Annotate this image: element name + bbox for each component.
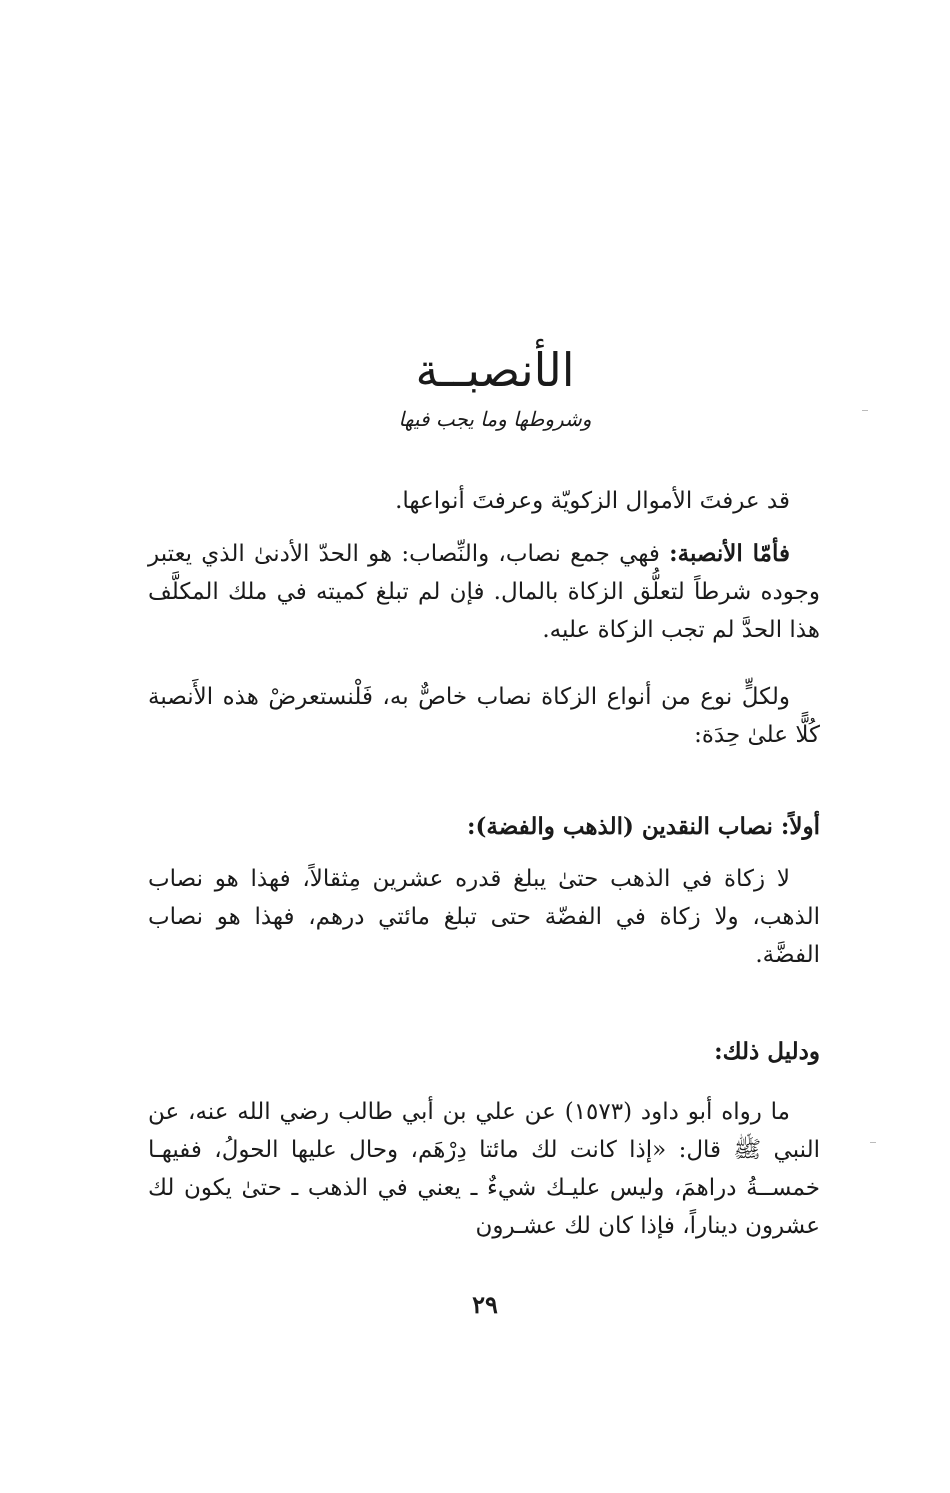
chapter-subtitle: وشروطها وما يجب فيها — [398, 407, 592, 431]
definition-text: فهي جمع نصاب، والنِّصاب: هو الحدّ الأدنىٰ الذي يعتبر وجوده شرطاً لتعلُّق الزكاة بالمال. فإن لم تبلغ كميته في ملك المكلَّف هذا الحدَّ لم تجب الزكاة عليه. — [148, 541, 820, 643]
paragraph-evidence — [148, 1093, 820, 1245]
paragraph-text: لا زكاة في الذهب حتىٰ يبلغ قدره عشرين مِثقالاً، فهذا هو نصاب الذهب، ولا زكاة في الفضّة حتى تبلغ مائتي درهم، فهذا هو نصاب الفضَّة. — [148, 866, 820, 968]
section-heading-text: نصاب النقدين (الذهب والفضة): — [467, 813, 781, 840]
chapter-title-block — [0, 340, 950, 434]
paragraph-text: ولكلٍّ نوع من أنواع الزكاة نصاب خاصٌّ به، فَلْنستعرضْ هذه الأَنصبة كُلًّا علىٰ حِدَة: — [148, 684, 820, 748]
paragraph-definition — [148, 535, 820, 649]
paragraph-text: قد عرفتَ الأموال الزكويّة وعرفتَ أنواعها. — [395, 488, 790, 514]
definition-term: فأمّا الأنصبة: — [669, 540, 791, 567]
paragraph-overview — [148, 678, 820, 754]
paragraph-gold-silver — [148, 860, 820, 974]
paragraph-intro — [148, 482, 820, 520]
section-heading-label: أولاً: — [780, 813, 820, 840]
margin-mark — [862, 410, 868, 411]
section-heading-evidence: ودليل ذلك: — [714, 1038, 820, 1065]
paragraph-text: ما رواه أبو داود (١٥٧٣) عن علي بن أبي طالب رضي الله عنه، عن النبي ﷺ قال: «إذا كانت لك مائتا دِرْهَم، وحال عليها الحولُ، ففيهـا خمســةُ دراهمَ، وليس عليـك شيءٌ ـ يعني في الذهب ـ حتىٰ يكون لك عشرون ديناراً، فإذا كان لك عشـرون — [148, 1099, 820, 1239]
section-heading-gold-silver — [148, 808, 820, 846]
page-number: ٢٩ — [472, 1290, 498, 1319]
chapter-title: الأنصبــة — [415, 343, 575, 397]
margin-mark — [870, 1142, 876, 1143]
